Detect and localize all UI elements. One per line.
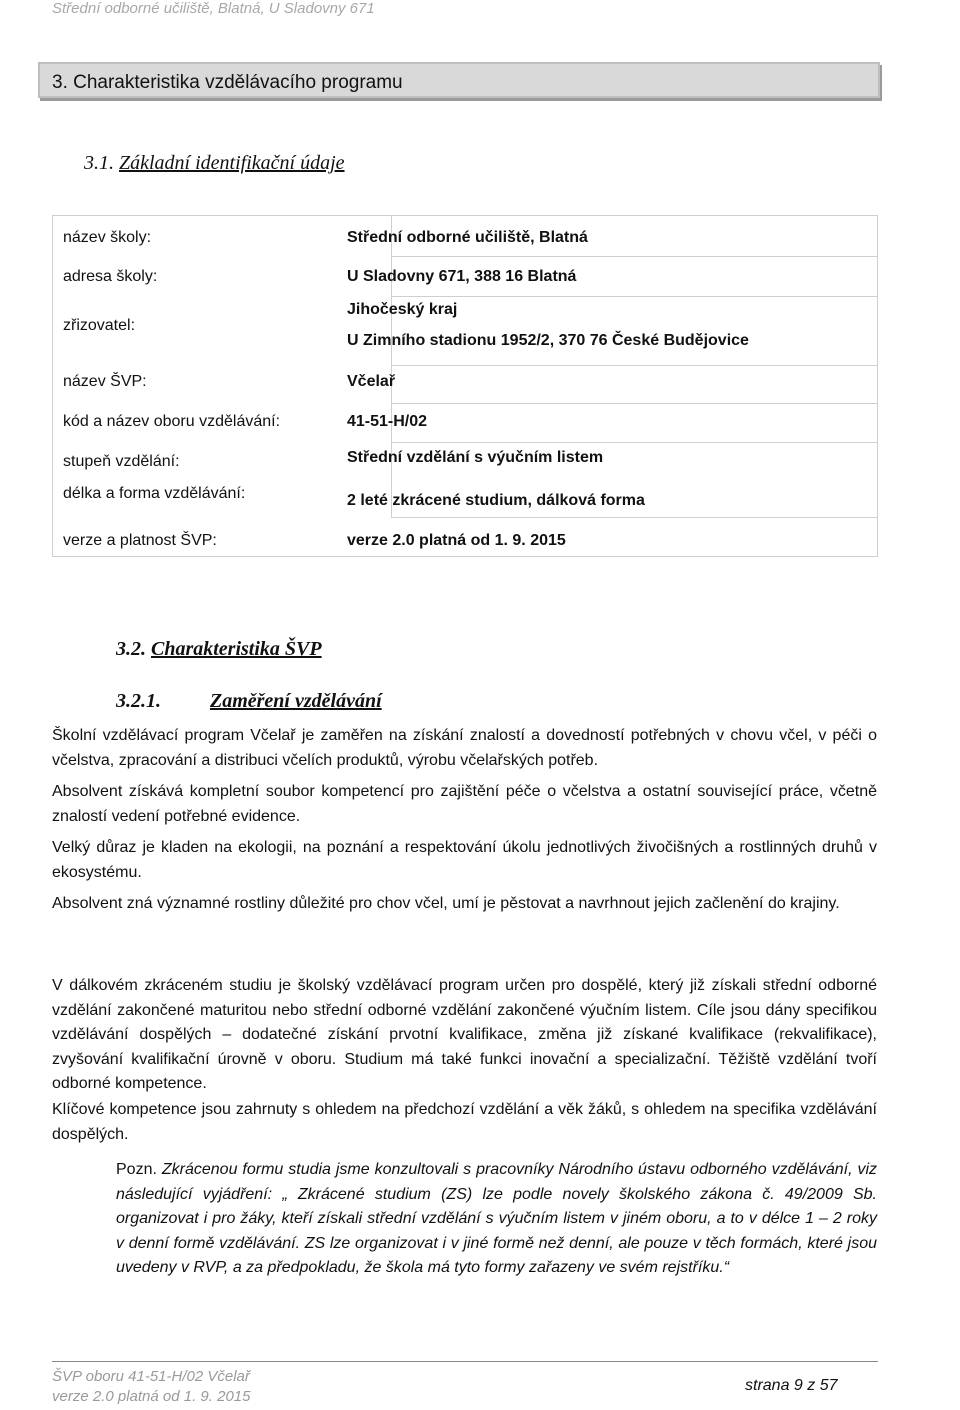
section-title: Základní identifikační údaje: [119, 152, 345, 174]
duration-form-label: délka a forma vzdělávání:: [63, 485, 246, 502]
page-number: strana 9 z 57: [745, 1377, 838, 1394]
section-heading-3-1: [84, 152, 345, 175]
field-code-label: kód a název oboru vzdělávání:: [63, 413, 281, 430]
education-level-value: Střední vzdělání s výučním listem: [347, 449, 604, 466]
paragraph: Klíčové kompetence jsou zahrnuty s ohledem na předchozí vzdělání a věk žáků, s ohledem na specifika vzdělávání dospělých.: [52, 1101, 877, 1143]
svp-name-label: název ŠVP:: [63, 373, 147, 390]
section-heading-3-2-1: [116, 690, 382, 713]
version-value: verze 2.0 platná od 1. 9. 2015: [347, 532, 566, 549]
footer-info: [52, 1367, 250, 1407]
chapter-heading-box: [38, 62, 880, 98]
svp-name-value: Včelař: [347, 373, 396, 390]
running-header: Střední odborné učiliště, Blatná, U Sladovny 671: [52, 0, 375, 17]
education-level-label: stupeň vzdělání:: [63, 453, 180, 470]
school-address-label: adresa školy:: [63, 268, 158, 285]
chapter-title: 3. Charakteristika vzdělávacího programu: [52, 72, 403, 93]
identification-values-box: [391, 216, 878, 518]
paragraph: Absolvent zná významné rostliny důležité pro chov včel, umí je pěstovat a navrhnout jejich začlenění do krajiny.: [52, 895, 840, 912]
section-title: Charakteristika ŠVP: [151, 638, 322, 660]
section-heading-3-2: [116, 638, 322, 661]
paragraph: Školní vzdělávací program Včelař je zaměřen na získání znalostí a dovedností potřebných v chovu včel, v péči o včelstva, zpracování a distribuci včelích produktů, výrobu včelařských potřeb.: [52, 727, 877, 769]
school-name-value: Střední odborné učiliště, Blatná: [347, 229, 588, 246]
note-block: [116, 1158, 877, 1281]
row-divider: [391, 403, 878, 404]
footer-line2: verze 2.0 platná od 1. 9. 2015: [52, 1388, 251, 1405]
field-code-value: 41-51-H/02: [347, 413, 428, 430]
duration-form-value: 2 leté zkrácené studium, dálková forma: [347, 492, 645, 509]
identification-table: [52, 215, 878, 557]
section-number: 3.2.: [116, 638, 146, 660]
note-label: Pozn.: [116, 1161, 157, 1178]
founder-value-line2: U Zimního stadionu 1952/2, 370 76 České Budějovice: [347, 332, 749, 349]
school-name-label: název školy:: [63, 229, 152, 246]
footer-line1: ŠVP oboru 41-51-H/02 Včelař: [52, 1368, 250, 1385]
section-number: 3.1.: [84, 152, 114, 174]
paragraph: V dálkovém zkráceném studiu je školský vzdělávací program určen pro dospělé, který již získali střední odborné vzdělání zakončené maturitou nebo střední odborné vzdělání zakončené výučním listem. Cíle jsou dány specifikou vzdělávání dospělých – dodatečné získání prvotní kvalifikace, změna již získané kvalifikace (rekvalifikace), zvyšování kvalifikační úrovně v oboru. Studium má také funkci inovační a specializační. Těžiště vzdělání tvoří odborné kompetence.: [52, 977, 877, 1092]
founder-value-line1: Jihočeský kraj: [347, 301, 458, 318]
section-number: 3.2.1.: [116, 690, 161, 712]
row-divider: [391, 442, 878, 443]
row-divider: [391, 256, 878, 257]
section-title: Zaměření vzdělávání: [210, 690, 382, 712]
founder-label: zřizovatel:: [63, 317, 136, 334]
version-label: verze a platnost ŠVP:: [63, 532, 217, 549]
note-text: Zkrácenou formu studia jsme konzultovali s pracovníky Národního ústavu odborného vzdělávání, viz následující vyjádření: „ Zkrácené studium (ZS) lze podle novely školského zákona č. 49/2009 Sb. organizovat i pro žáky, kteří získali střední vzdělání s výučním listem v jiném oboru, a to v délce 1 – 2 roky v denní formě vzdělávání. ZS lze organizovat i v jiné formě než denní, ale pouze v těch formách, které jsou uvedeny v RVP, a za předpokladu, že škola má tyto formy zařazeny ve svém rejstříku.“: [116, 1161, 878, 1276]
footer-rule: [52, 1361, 878, 1362]
row-divider: [391, 296, 878, 297]
paragraph: Absolvent získává kompletní soubor kompetencí pro zajištění péče o včelstva a ostatní související práce, včetně znalostí vedení potřebné evidence.: [52, 783, 877, 825]
row-divider: [391, 365, 878, 366]
paragraph: Velký důraz je kladen na ekologii, na poznání a respektování úkolu jednotlivých živočišných a rostlinných druhů v ekosystému.: [52, 839, 877, 881]
school-address-value: U Sladovny 671, 388 16 Blatná: [347, 268, 577, 285]
